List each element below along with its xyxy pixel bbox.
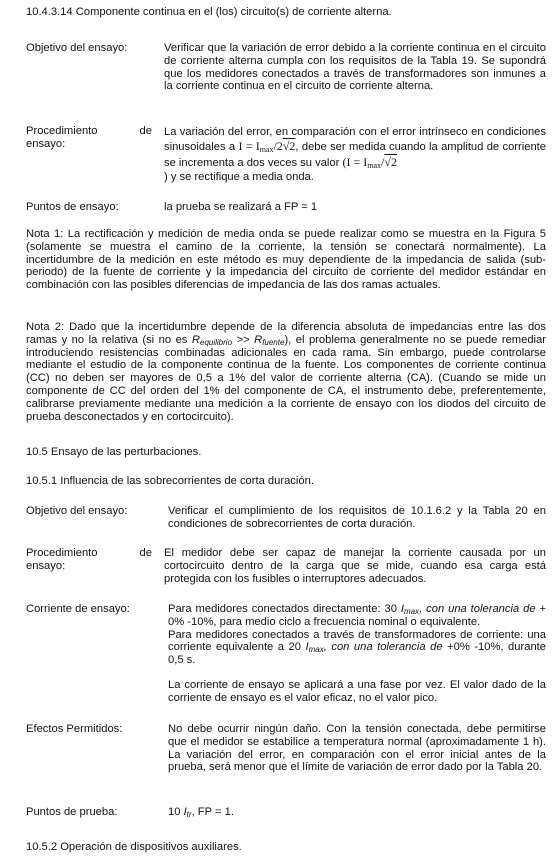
procedimiento-label-2-ensayo: ensayo: bbox=[26, 559, 66, 572]
section-heading-10-5-2: 10.5.2 Operación de dispositivos auxiliares. bbox=[26, 841, 242, 853]
procedimiento-text bbox=[164, 125, 546, 185]
puntos-prueba-text: 10 $I_{tr}$, FP = 1. bbox=[168, 806, 234, 819]
procedimiento-part-c: ) y se rectifique a media onda. bbox=[164, 171, 314, 184]
corriente-text bbox=[168, 603, 546, 705]
nota-2: Nota 2: Dado que la incertidumbre depende de la diferencia absoluta de impedancias entre las dos ramas y no la relativa (si no es $R_{equilibrio} >> R_{fuente}$), el problema generalmente no se puede remediar introduciendo resistencias combinadas adicionales en cada rama. Sin embargo, puede controlarse mediante el estudio de la componente continua de la fuente. Los componentes de corriente continua (CC) no deben ser mayores de 0,5 a 1% del valor de corriente alterna (CA). (Cuando se mide un componente de CC del orden del 1% del componente de CA, el instrumento debe, preferentemente, calibrarse previamente mediante una medición a la corriente de ensayo con los diodos del circuito de prueba desconectados y en cortocircuito). bbox=[26, 321, 546, 423]
section-heading-10-4-3-14: 10.4.3.14 Componente continua en el (los) circuito(s) de corriente alterna. bbox=[26, 6, 392, 18]
procedimiento-label-2-de: de bbox=[139, 547, 152, 559]
nota-1: Nota 1: La rectificación y medición de media onda se puede realizar como se muestra en la Figura 5 (solamente se muestra el camino de la corriente, la tensión se conectará normalmente). La incertidumbre de la medición en este método es muy dependiente de la impedancia de salida (sub-periodo) de la fuente de corriente y la impedancia del circuito de corriente del medidor estándar en combinación con las posibles diferencias de impedancia de las dos ramas actuales. bbox=[26, 228, 546, 292]
corriente-label: Corriente de ensayo: bbox=[26, 603, 130, 615]
procedimiento-label-2 bbox=[26, 547, 152, 573]
efectos-label: Efectos Permitidos: bbox=[26, 723, 123, 735]
formula-i-max-over-2-sqrt2: $I = I_{max}/2√2$ bbox=[238, 139, 296, 155]
objetivo-text: Verificar que la variación de error debido a la corriente continua en el circuito de corriente alterna cumpla con los requisitos de la Tabla 19. Se supondrá que los medidores conectados a través de transformadores son inmunes a la corriente continua en el circuito de corriente alterna. bbox=[164, 42, 546, 93]
objetivo-text-2: Verificar el cumplimiento de los requisitos de 10.1.6.2 y la Tabla 20 en condiciones de sobrecorrientes de corta duración. bbox=[168, 505, 546, 530]
procedimiento-label-word: Procedimiento bbox=[26, 125, 98, 137]
efectos-text: No debe ocurrir ningún daño. Con la tensión conectada, debe permitirse que el medidor se estabilice a temperatura normal (aproximadamente 1 h). La variación del error, en comparación con el error inicial antes de la prueba, será menor que el límite de variación de error dado por la Tabla 20. bbox=[168, 723, 546, 774]
section-heading-10-5-1: 10.5.1 Influencia de las sobrecorrientes de corta duración. bbox=[26, 475, 314, 487]
procedimiento-label-ensayo: ensayo: bbox=[26, 137, 66, 150]
procedimiento-label-de: de bbox=[139, 125, 152, 137]
corriente-transformadores: Para medidores conectados a través de transformadores de corriente: una corriente equivalente a 20 $I_{max}$, con una tolerancia de +0% -10%, durante 0,5 s. bbox=[168, 628, 547, 667]
procedimiento-text-2: El medidor debe ser capaz de manejar la corriente causada por un cortocircuito dentro de la carga que se mide, cuando esa carga está protegida con los fusibles o interruptores adecuados. bbox=[164, 547, 546, 585]
procedimiento-label bbox=[26, 125, 152, 151]
procedimiento-part-a: La variación del error, en comparación con el error intrínseco en condiciones sinusoidales a bbox=[164, 126, 546, 154]
puntos-text: la prueba se realizará a FP = 1 bbox=[164, 201, 318, 213]
corriente-fase: La corriente de ensayo se aplicará a una fase por vez. El valor dado de la corriente de ensayo es el valor eficaz, no el valor pico. bbox=[168, 678, 546, 704]
formula-i-max-over-sqrt2: ($I = I_{max}/√2$ bbox=[342, 154, 397, 170]
procedimiento-label-2-word: Procedimiento bbox=[26, 547, 98, 559]
section-heading-10-5: 10.5 Ensayo de las perturbaciones. bbox=[26, 446, 202, 458]
objetivo-label: Objetivo del ensayo: bbox=[26, 42, 128, 54]
procedimiento-part-b: , debe ser medida cuando la amplitud de corriente se incrementa a dos veces su valor bbox=[164, 141, 547, 169]
corriente-directos: Para medidores conectados directamente: 30 $I_{max}$, con una tolerancia de + 0% -10%, para medio ciclo a frecuencia nominal o equivalente. bbox=[168, 603, 546, 628]
puntos-prueba-label: Puntos de prueba: bbox=[26, 806, 118, 818]
puntos-label: Puntos de ensayo: bbox=[26, 201, 119, 213]
objetivo-label-2: Objetivo del ensayo: bbox=[26, 505, 128, 517]
